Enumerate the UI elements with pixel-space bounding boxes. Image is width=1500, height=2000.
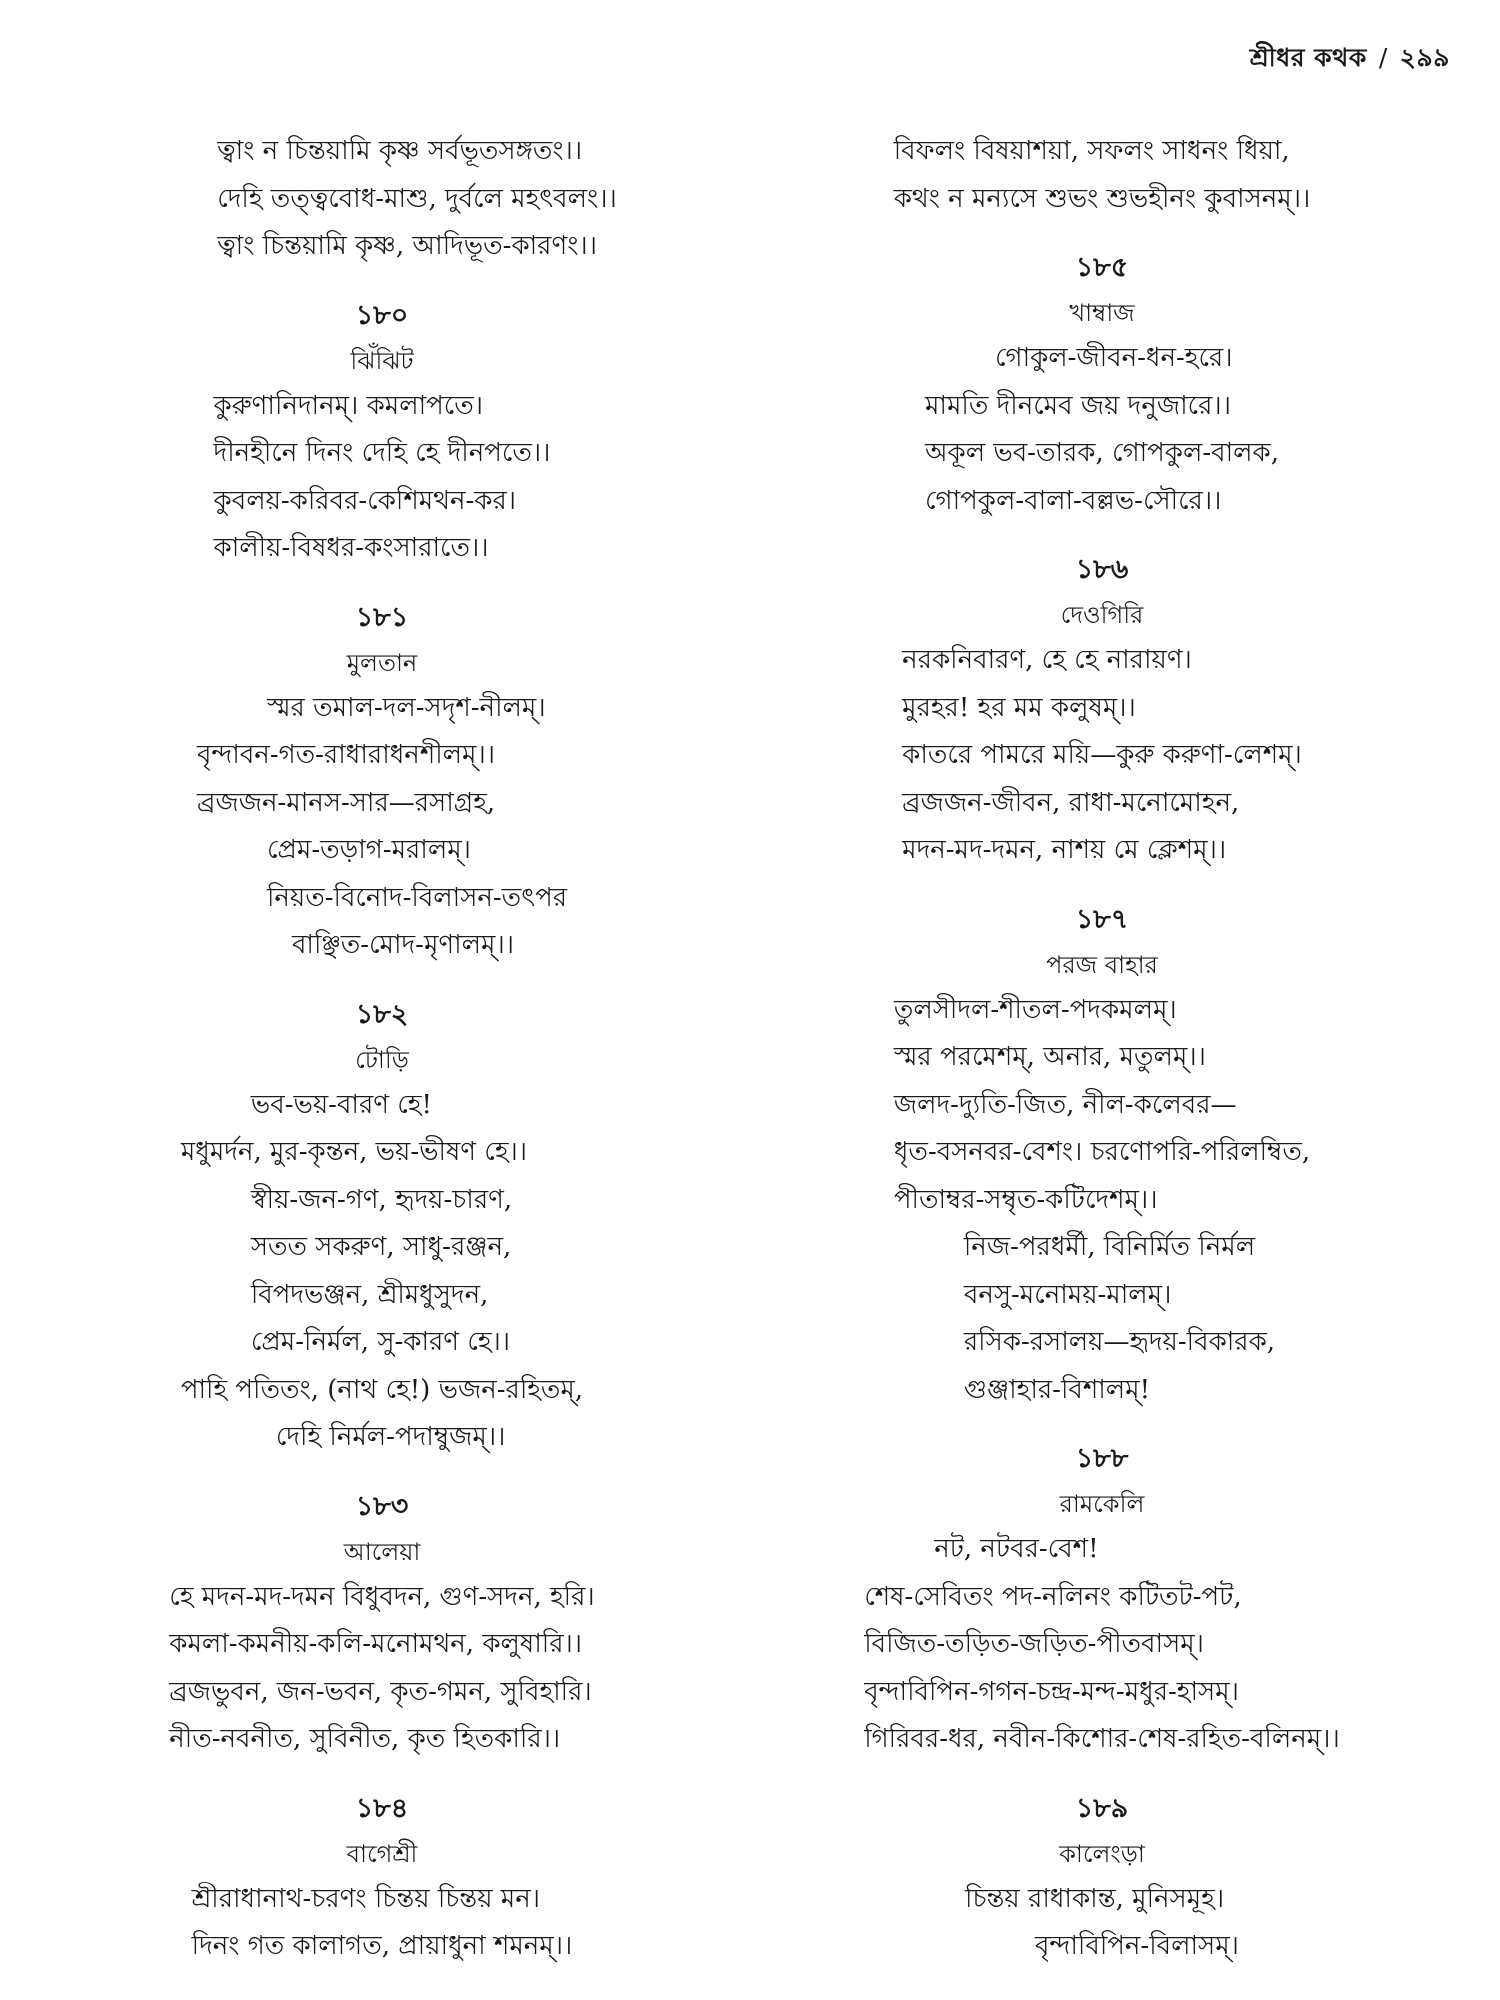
verse-line: কালীয়-বিষধর-কংসারাতে।। <box>213 533 489 563</box>
song-block <box>782 1786 1422 1971</box>
verse-line: গোকুল-জীবন-ধন-হরে। <box>994 343 1233 373</box>
verse-line: স্বীয়-জন-গণ, হৃদয়-চারণ, <box>250 1184 513 1215</box>
verse-lines <box>147 128 617 271</box>
verse-line: দিনং গত কালাগত, প্রায়াধুনা শমনম্।। <box>191 1931 573 1961</box>
song-block <box>62 293 702 573</box>
verse-line: নট, নটবর-বেশ! <box>934 1534 1099 1564</box>
verse-line: বিপদভঞ্জন, শ্রীমধুসুদন, <box>250 1279 489 1310</box>
verse-line: বৃন্দাবন-গত-রাধারাধনশীলম্।। <box>196 740 496 770</box>
song-number: ১৮৮ <box>1075 1443 1129 1474</box>
verse-line: বিজিত-তড়িত-জড়িত-পীতবাসম্। <box>864 1629 1204 1659</box>
verse-line: বিফলং বিষয়াশয়া, সফলং সাধনং ধিয়া, <box>893 136 1290 166</box>
verse-line: নিয়ত-বিনোদ-বিলাসন-তৎপর <box>266 882 568 913</box>
raga-name: আলেয়া <box>343 1537 421 1566</box>
song-number: ১৮০ <box>355 299 409 331</box>
verse-line: গুঞ্জাহার-বিশালম্! <box>963 1374 1151 1405</box>
song-number: ১৮৭ <box>1075 903 1129 935</box>
verse-line: অকূল ভব-তারক, গোপকুল-বালক, <box>924 438 1279 468</box>
verse-line: কুরুণানিদানম্। কমলাপতে। <box>213 390 484 421</box>
verse-lines <box>894 987 1310 1415</box>
verse-line: স্মর তমাল-দল-সদৃশ-নীলম্। <box>266 692 546 723</box>
song-block <box>62 1484 702 1764</box>
verse-line: মধুমর্দন, মুর-কৃন্তন, ভয়-ভীষণ হে।। <box>180 1137 528 1167</box>
song-block <box>782 1436 1422 1764</box>
right-column <box>782 128 1422 1971</box>
verse-line: গিরিবর-ধর, নবীন-কিশোর-শেষ-রহিত-বলিনম্।। <box>864 1724 1340 1754</box>
song-number: ১৮৬ <box>1075 554 1129 585</box>
verse-line: কাতরে পামরে ময়ি—কুরু করুণা-লেশম্। <box>902 740 1302 770</box>
song-number: ১৮৯ <box>1075 1792 1129 1824</box>
verse-line: ত্বাং ন চিন্তয়ামি কৃষ্ণ সর্বভূতসঙ্গতং।। <box>217 136 583 166</box>
verse-lines <box>925 335 1279 525</box>
raga-name: বাগেশ্রী <box>346 1839 418 1868</box>
book-title: শ্রীধর কথক <box>1249 43 1367 72</box>
running-header <box>1250 38 1450 81</box>
verse-line: শেষ-সেবিতং পদ-নলিনং কটিতট-পট, <box>864 1581 1242 1612</box>
continuation-verses <box>782 128 1422 223</box>
raga-name: কালেংড়া <box>1059 1839 1145 1868</box>
verse-line: প্রেম-তড়াগ-মরালম্। <box>266 835 471 865</box>
verse-line: নরকনিবারণ, হে হে নারায়ণ। <box>902 645 1192 675</box>
verse-line: মুরহর! হর মম কলুষম্।। <box>902 692 1136 723</box>
verse-line: দীনহীনে দিনং দেহি হে দীনপতে।। <box>213 438 551 468</box>
raga-name: রামকেলি <box>1059 1490 1145 1518</box>
song-number: ১৮৫ <box>1075 252 1129 283</box>
verse-line: মদন-মদ-দমন, নাশয় মে ক্লেশম্।। <box>902 835 1227 865</box>
verse-lines <box>169 1574 594 1764</box>
verse-line: হে মদন-মদ-দমন বিধুবদন, গুণ-সদন, হরি। <box>169 1581 595 1612</box>
verse-lines <box>864 1526 1340 1764</box>
verse-line: বৃন্দাবিপিন-বিলাসম্। <box>1035 1931 1239 1961</box>
verse-line: বৃন্দাবিপিন-গগন-চন্দ্র-মন্দ-মধুর-হাসম্। <box>864 1676 1239 1707</box>
verse-line: ব্রজভুবন, জন-ভবন, কৃত-গমন, সুবিহারি। <box>169 1676 592 1707</box>
verse-line: কথং ন মন্যসে শুভং শুভহীনং কুবাসনম্।। <box>893 183 1311 214</box>
song-block <box>782 547 1422 875</box>
song-block <box>782 897 1422 1415</box>
verse-line: কুবলয়-করিবর-কেশিমথন-কর। <box>213 485 517 516</box>
verse-line: পীতাম্বর-সম্বৃত-কটিদেশম্।। <box>893 1184 1158 1215</box>
song-block <box>62 1786 702 1971</box>
verse-line: শ্রীরাধানাথ-চরণং চিন্তয় চিন্তয় মন। <box>191 1883 541 1914</box>
verse-line: ভব-ভয়-বারণ হে! <box>250 1089 432 1120</box>
raga-name: টোড়ি <box>355 1045 409 1074</box>
song-block <box>782 245 1422 525</box>
verse-lines <box>181 1082 583 1462</box>
raga-name: মুলতান <box>346 648 418 677</box>
header-separator: / <box>1378 43 1388 72</box>
verse-lines <box>197 685 567 970</box>
verse-line: রসিক-রসালয়—হৃদয়-বিকারক, <box>963 1327 1276 1357</box>
verse-line: জলদ-দ্যুতি-জিত, নীল-কলেবর— <box>893 1089 1237 1120</box>
verse-line: বাঞ্ছিত-মোদ-মৃণালম্।। <box>291 930 515 960</box>
verse-line: প্রেম-নির্মল, সু-কারণ হে।। <box>250 1327 511 1357</box>
verse-line: কমলা-কমনীয়-কলি-মনোমথন, কলুষারি।। <box>169 1629 583 1659</box>
verse-line: দেহি তত্ত্ববোধ-মাশু, দুর্বলে মহৎবলং।। <box>217 183 617 214</box>
song-block <box>62 595 702 970</box>
verse-line: ব্রজজন-জীবন, রাধা-মনোমোহন, <box>902 787 1240 818</box>
verse-line: বনসু-মনোময়-মালম্। <box>963 1279 1172 1310</box>
raga-name: ঝিঁঝিট <box>350 346 414 375</box>
verse-lines <box>192 1876 573 1971</box>
verse-line: ব্রজজন-মানস-সার—রসাগ্রহ, <box>196 787 496 818</box>
verse-line: নীত-নবনীত, সুবিনীত, কৃত হিতকারি।। <box>169 1724 561 1754</box>
verse-line: মামতি দীনমেব জয় দনুজারে।। <box>924 390 1232 421</box>
raga-name: দেওগিরি <box>1060 601 1144 629</box>
left-column <box>62 128 702 1971</box>
song-number: ১৮১ <box>355 601 409 633</box>
verse-line: ধৃত-বসনবর-বেশং। চরণোপরি-পরিলম্বিত, <box>893 1137 1311 1167</box>
verse-line: গোপকুল-বালা-বল্লভ-সৌরে।। <box>924 485 1222 516</box>
song-number: ১৮৪ <box>355 1792 409 1824</box>
verse-line: পাহি পতিতং, (নাথ হে!) ভজন-রহিতম্, <box>180 1374 584 1405</box>
verse-line: স্মর পরমেশম্, অনার, মতুলম্।। <box>893 1042 1206 1072</box>
raga-name: পরজ বাহার <box>1046 950 1158 979</box>
verse-lines <box>894 128 1311 223</box>
verse-lines <box>902 637 1302 875</box>
verse-line: দেহি নির্মল-পদাম্বুজম্।। <box>275 1422 506 1452</box>
song-block <box>62 992 702 1462</box>
verse-lines <box>965 1876 1239 1971</box>
page-number: ২৯৯ <box>1399 43 1450 72</box>
continuation-verses <box>62 128 702 271</box>
song-number: ১৮২ <box>355 998 409 1030</box>
raga-name: খাম্বাজ <box>1069 299 1135 327</box>
verse-line: ত্বাং চিন্তয়ামি কৃষ্ণ, আদিভূত-কারণং।। <box>217 231 597 261</box>
verse-lines <box>214 383 551 573</box>
verse-line: চিন্তয় রাধাকান্ত, মুনিসমূহ। <box>965 1883 1225 1914</box>
verse-line: সতত সকরুণ, সাধু-রঞ্জন, <box>250 1232 512 1262</box>
song-number: ১৮৩ <box>355 1490 409 1522</box>
verse-line: নিজ-পরধর্মী, বিনির্মিত নির্মল <box>963 1232 1256 1262</box>
verse-line: তুলসীদল-শীতল-পদকমলম্। <box>893 994 1177 1025</box>
